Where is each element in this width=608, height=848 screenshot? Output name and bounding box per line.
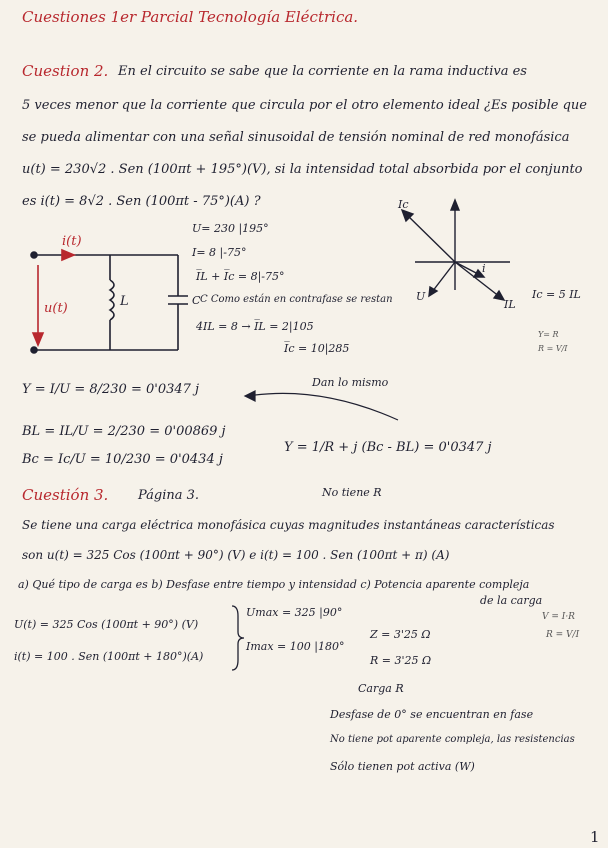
phasor-axis-arrow-icon — [451, 200, 459, 210]
q3-brace — [232, 606, 244, 670]
q3-line-2: son u(t) = 325 Cos (100πt + 90°) (V) e i(t) = 100 . Sen (100πt + π) (A) — [22, 548, 450, 562]
q3-side-1: V = I·R — [542, 612, 575, 622]
phasor-note: Ic = 5 IL — [532, 288, 581, 301]
phasor-il — [455, 262, 500, 297]
circuit-terminal-top — [31, 252, 37, 258]
comment-same: Dan lo mismo — [312, 376, 389, 389]
current-arrow-icon — [62, 250, 74, 260]
circuit-current-label: i(t) — [62, 234, 82, 249]
circuit-terminal-bottom — [31, 347, 37, 353]
circuit-inductor-label: L — [120, 294, 129, 309]
q3-umax: Umax = 325 |90° — [246, 606, 343, 619]
dan-lo-mismo-arrow — [245, 391, 398, 420]
phasor-label-il: IL — [504, 298, 516, 311]
phasor-u — [432, 262, 455, 292]
phasor-ic — [405, 213, 455, 262]
work-sum: I̅L + I̅c = 8|-75° — [196, 270, 285, 283]
q3-side-2: R = V/I — [546, 630, 580, 640]
phasor-diagram — [402, 200, 510, 300]
q3-answer-1: Desfase de 0° se encuentran en fase — [330, 708, 534, 721]
q3-carga: Carga R — [358, 682, 404, 695]
work-i: I= 8 |-75° — [192, 246, 247, 259]
q3-answer-3: Sólo tienen pot activa (W) — [330, 760, 475, 773]
q2-heading: Cuestion 2. — [22, 62, 109, 80]
admittance-formula: Y = 1/R + j (Bc - BL) = 0'0347 j — [284, 440, 492, 455]
q2-line-3: se pueda alimentar con una señal sinusoidal de tensión nominal de red monofásica — [22, 130, 570, 145]
q3-imax: Imax = 100 |180° — [246, 640, 345, 653]
q3-z: Z = 3'25 Ω — [370, 628, 431, 641]
phasor-il-arrow-icon — [494, 291, 504, 300]
phasor-side-2: R = V/I — [538, 344, 568, 353]
brace-icon — [232, 606, 244, 670]
q3-answer-2: No tiene pot aparente compleja, las resistencias — [330, 734, 575, 745]
phasor-label-ic: Ic — [398, 198, 409, 211]
curved-arrow — [248, 393, 398, 420]
q3-questions-tail: de la carga — [480, 594, 543, 607]
curved-arrow-icon — [245, 391, 255, 401]
work-il: 4IL = 8 → I̅L = 2|105 — [196, 320, 314, 333]
q3-questions: a) Qué tipo de carga es b) Desfase entre tiempo y intensidad c) Potencia aparente compleja — [18, 578, 530, 591]
q2-line-2: 5 veces menor que la corriente que circula por el otro elemento ideal ¿Es posible que — [22, 98, 587, 113]
circuit-capacitor-label: C — [192, 294, 201, 307]
phasor-u-arrow-icon — [429, 287, 437, 296]
q3-r: R = 3'25 Ω — [370, 654, 432, 667]
page-number: 1 — [590, 828, 600, 846]
admittance-bc: Bc = Ic/U = 10/230 = 0'0434 j — [22, 452, 223, 467]
work-ic: I̅c = 10|285 — [284, 342, 350, 355]
q3-page-ref: Página 3. — [138, 488, 200, 503]
q2-line-4: u(t) = 230√2 . Sen (100πt + 195°)(V), si la intensidad total absorbida por el conjunto — [22, 162, 583, 177]
admittance-y: Y = I/U = 8/230 = 0'0347 j — [22, 382, 200, 397]
q2-line-5: es i(t) = 8√2 . Sen (100πt - 75°)(A) ? — [22, 194, 261, 209]
admittance-bl: BL = IL/U = 2/230 = 0'00869 j — [22, 424, 226, 439]
q2-line-1: En el circuito se sabe que la corriente en la rama inductiva es — [118, 64, 527, 79]
q3-work-u: U(t) = 325 Cos (100πt + 90°) (V) — [14, 618, 199, 631]
q3-heading: Cuestión 3. — [22, 486, 109, 504]
phasor-label-u: U — [416, 290, 426, 303]
inductor-coil-icon — [110, 280, 114, 320]
circuit-voltage-label: u(t) — [44, 301, 68, 316]
work-u: U= 230 |195° — [192, 222, 269, 235]
page-title: Cuestiones 1er Parcial Tecnología Eléctrica. — [22, 8, 359, 26]
phasor-side-1: Y= R — [538, 330, 559, 339]
q3-work-i: i(t) = 100 . Sen (100πt + 180°)(A) — [14, 650, 204, 663]
voltage-arrow-icon — [33, 333, 43, 345]
no-r-note: No tiene R — [322, 486, 382, 499]
phasor-label-i: i — [482, 262, 486, 275]
q3-line-1: Se tiene una carga eléctrica monofásica cuyas magnitudes instantáneas características — [22, 518, 555, 532]
work-contrafase: C Como están en contrafase se restan — [200, 294, 393, 305]
